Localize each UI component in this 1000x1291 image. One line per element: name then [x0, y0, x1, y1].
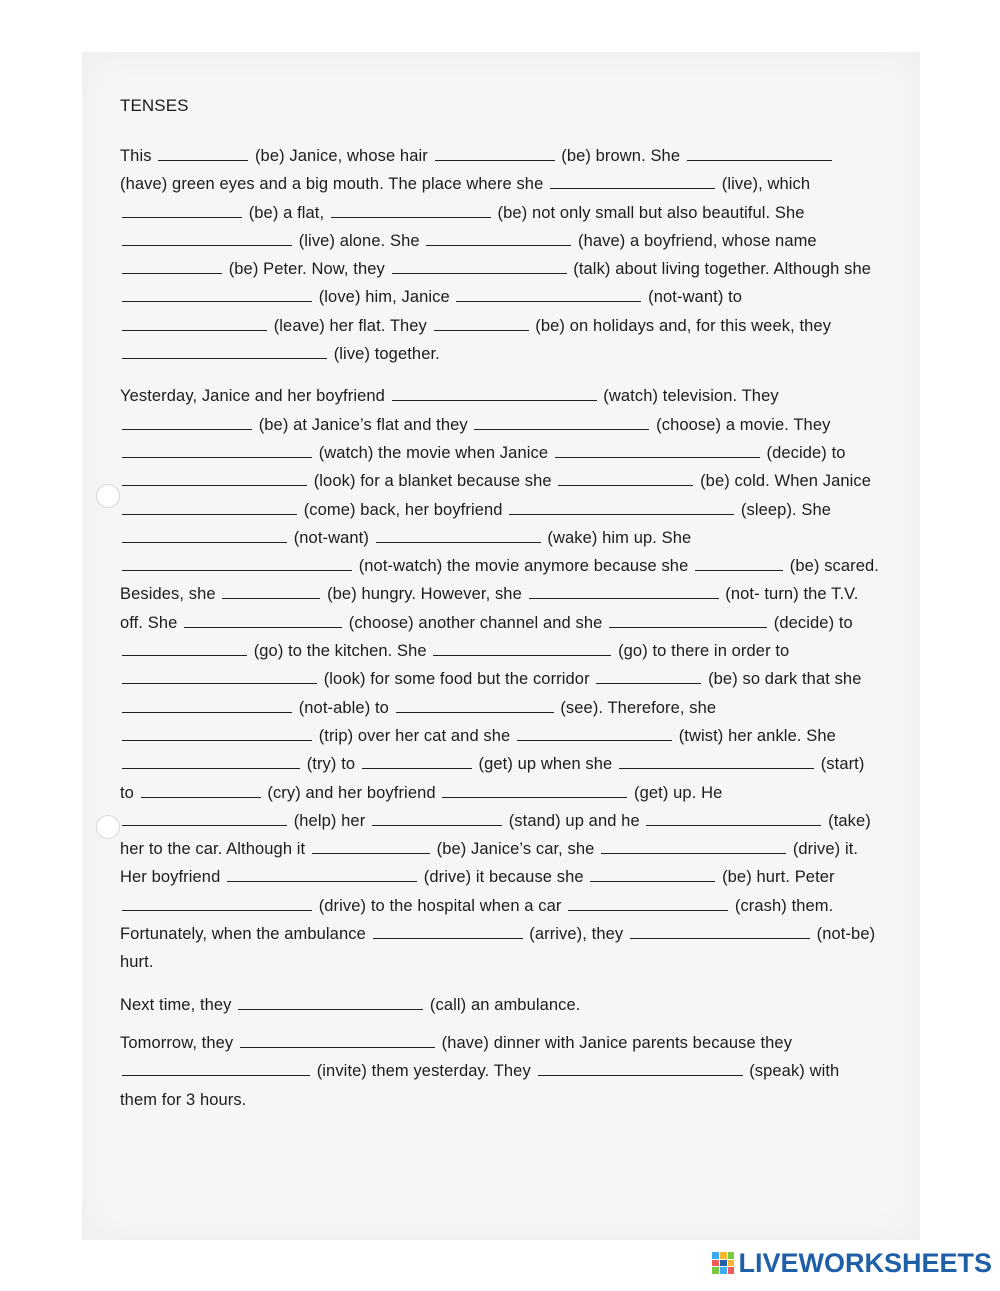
answer-blank[interactable]: [122, 230, 292, 246]
answer-blank[interactable]: [426, 230, 571, 246]
worksheet-text: [120, 96, 880, 1128]
answer-blank[interactable]: [122, 895, 312, 911]
worksheet-text-segment: (live), which: [721, 175, 811, 194]
answer-blank[interactable]: [517, 725, 672, 741]
worksheet-text-segment: (be) so dark that she: [708, 670, 862, 689]
answer-blank[interactable]: [687, 145, 832, 161]
answer-blank[interactable]: [695, 555, 783, 571]
answer-blank[interactable]: [590, 866, 715, 882]
worksheet-text-segment: (drive) it. Her boyfriend: [120, 840, 859, 887]
worksheet-text-segment: (be) a flat,: [248, 203, 325, 222]
punch-hole-top: [96, 484, 120, 508]
answer-blank[interactable]: [122, 202, 242, 218]
worksheet-text-segment: (be) Janice’s car, she: [436, 840, 595, 859]
answer-blank[interactable]: [392, 258, 567, 274]
worksheet-text-segment: Next time, they: [120, 995, 232, 1014]
worksheet-text-segment: (crash) them.: [734, 896, 834, 915]
worksheet-text-segment: Yesterday, Janice and her boyfriend: [120, 387, 385, 406]
worksheet-text-segment: (arrive), they: [529, 925, 624, 944]
answer-blank[interactable]: [122, 414, 252, 430]
worksheet-text-segment: (sleep). She: [740, 500, 832, 519]
worksheet-text-segment: (call) an ambulance.: [429, 995, 581, 1014]
answer-blank[interactable]: [141, 782, 261, 798]
worksheet-text-segment: (twist) her ankle. She: [678, 726, 836, 745]
worksheet-text-segment: (try) to: [306, 755, 356, 774]
paragraph-2: [120, 382, 880, 976]
answer-blank[interactable]: [619, 753, 814, 769]
answer-blank[interactable]: [538, 1060, 743, 1076]
worksheet-text-segment: (live) together.: [333, 345, 440, 364]
worksheet-text-segment: (get) up. He: [634, 783, 723, 802]
worksheet-text-segment: (get) up when she: [478, 755, 613, 774]
worksheet-text-segment: to: [831, 443, 846, 462]
worksheet-text-segment: she: [483, 726, 511, 745]
answer-blank[interactable]: [509, 499, 734, 515]
logo-tile: [712, 1260, 719, 1267]
answer-blank[interactable]: [122, 697, 292, 713]
worksheet-text-segment: (drive) it because she: [423, 868, 584, 887]
worksheet-text-segment: (be) not only small but also beautiful. She: [497, 203, 805, 222]
worksheet-text-segment: (not-want): [648, 288, 724, 307]
answer-blank[interactable]: [122, 810, 287, 826]
worksheet-text-segment: but the corridor: [477, 670, 590, 689]
answer-blank[interactable]: [222, 583, 320, 599]
answer-blank[interactable]: [568, 895, 728, 911]
answer-blank[interactable]: [122, 315, 267, 331]
worksheet-text-segment: (be) cold.: [700, 472, 770, 491]
worksheet-text-segment: Although she: [773, 260, 871, 279]
answer-blank[interactable]: [434, 315, 529, 331]
worksheet-text-segment: (go) to there in order to: [618, 642, 790, 661]
answer-blank[interactable]: [396, 697, 554, 713]
liveworksheets-logo-icon: [712, 1252, 734, 1274]
worksheet-text-segment: (drive) to the hospital when a car: [318, 896, 562, 915]
paragraph-3: [120, 991, 880, 1019]
answer-blank[interactable]: [435, 145, 555, 161]
worksheet-text-segment: (have) green eyes and a big mouth. The place where she: [120, 175, 544, 194]
answer-blank[interactable]: [433, 640, 611, 656]
worksheet-text-segment: (not-want): [293, 528, 369, 547]
worksheet-text-segment: (look) for a blanket because she: [313, 472, 552, 491]
answer-blank[interactable]: [122, 527, 287, 543]
worksheet-text-segment: (stand) up and he: [508, 811, 640, 830]
punch-hole-bottom: [96, 815, 120, 839]
answer-blank[interactable]: [122, 343, 327, 359]
answer-blank[interactable]: [609, 612, 767, 628]
answer-blank[interactable]: [550, 173, 715, 189]
answer-blank[interactable]: [372, 810, 502, 826]
worksheet-text-segment: (go) to the kitchen. She: [253, 642, 427, 661]
worksheet-text-segment: (talk) about living together.: [573, 260, 770, 279]
worksheet-text-segment: (invite) them yesterday. They: [316, 1062, 531, 1081]
answer-blank[interactable]: [122, 258, 222, 274]
worksheet-text-segment: (have) dinner with Janice parents because they: [441, 1033, 793, 1052]
logo-tile: [728, 1267, 735, 1274]
answer-blank[interactable]: [122, 555, 352, 571]
answer-blank[interactable]: [312, 838, 430, 854]
answer-blank[interactable]: [362, 753, 472, 769]
worksheet-text-segment: (start) to: [120, 755, 865, 802]
answer-blank[interactable]: [158, 145, 248, 161]
answer-blank[interactable]: [558, 470, 693, 486]
worksheet-title: TENSES: [120, 96, 189, 115]
worksheet-text-segment: (be) hurt. Peter: [722, 868, 835, 887]
worksheet-text-segment: (be): [789, 557, 820, 576]
worksheet-text-segment: (watch) the movie when Janice: [318, 443, 549, 462]
worksheet-text-segment: to: [728, 288, 743, 307]
worksheet-text-segment: (be) at Janice’s flat and they: [258, 415, 468, 434]
worksheet-text-segment: scared. Besides, she: [120, 557, 879, 604]
worksheet-text-segment: (decide) to: [773, 613, 853, 632]
logo-tile: [712, 1252, 719, 1259]
worksheet-text-segment: This: [120, 147, 152, 165]
answer-blank[interactable]: [630, 923, 810, 939]
worksheet-text-segment: (take) her to the car. Although it: [120, 811, 871, 859]
worksheet-text-segment: (be) hungry. However, she: [327, 585, 522, 604]
logo-tile: [720, 1260, 727, 1267]
answer-blank[interactable]: [122, 753, 300, 769]
worksheet-text-segment: (come) back, her boyfriend: [303, 500, 503, 519]
answer-blank[interactable]: [601, 838, 786, 854]
worksheet-text-segment: (leave) her flat. They: [273, 316, 427, 335]
worksheet-text-segment: with them for 3 hours.: [120, 1062, 840, 1109]
paragraph-1: [120, 142, 880, 368]
answer-blank[interactable]: [122, 470, 307, 486]
worksheet-text-segment: (see). Therefore, she: [560, 698, 717, 717]
logo-tile: [720, 1252, 727, 1259]
worksheet-text-segment: (choose) another channel and she: [348, 613, 603, 632]
answer-blank[interactable]: [376, 527, 541, 543]
answer-blank[interactable]: [122, 668, 317, 684]
worksheet-text-segment: (decide): [766, 443, 827, 462]
worksheet-text-segment: (not-able) to: [298, 698, 389, 717]
worksheet-text-segment: (choose) a movie. They: [656, 415, 831, 434]
worksheet-text-segment: When Janice: [774, 472, 872, 491]
logo-tile: [712, 1267, 719, 1274]
worksheet-text-segment: (look) for some food: [323, 670, 473, 689]
answer-blank[interactable]: [529, 583, 719, 599]
worksheet-text-segment: (be) Janice, whose hair: [254, 147, 428, 165]
worksheet-text-segment: (not-: [725, 585, 760, 604]
worksheet-text-segment: Fortunately, when the ambulance: [120, 925, 366, 944]
answer-blank[interactable]: [238, 994, 423, 1010]
answer-blank[interactable]: [122, 1060, 310, 1076]
answer-blank[interactable]: [227, 866, 417, 882]
answer-blank[interactable]: [596, 668, 701, 684]
answer-blank[interactable]: [373, 923, 523, 939]
worksheet-text-segment: turn) the T.V. off. She: [120, 585, 859, 632]
answer-blank[interactable]: [240, 1032, 435, 1048]
answer-blank[interactable]: [646, 810, 821, 826]
answer-blank[interactable]: [184, 612, 342, 628]
worksheet-text-segment: (live) alone. She: [298, 231, 420, 250]
logo-tile: [728, 1252, 735, 1259]
answer-blank[interactable]: [122, 725, 312, 741]
worksheet-text-segment: (have) a boyfriend, whose name: [578, 231, 817, 250]
worksheet-text-segment: (speak): [749, 1062, 805, 1081]
worksheet-text-segment: (not-watch) the movie anymore because she: [358, 557, 689, 576]
brand-name: LIVEWORKSHEETS: [738, 1247, 992, 1278]
worksheet-text-segment: (be) on holidays and, for this week,: [535, 316, 795, 335]
answer-blank[interactable]: [122, 442, 312, 458]
worksheet-text-segment: Tomorrow, they: [120, 1033, 234, 1052]
answer-blank[interactable]: [122, 286, 312, 302]
answer-blank[interactable]: [331, 202, 491, 218]
worksheet-text-segment: they: [799, 316, 832, 335]
worksheet-text-segment: (watch) television. They: [603, 387, 779, 406]
liveworksheets-brand: [712, 1249, 992, 1277]
worksheet-text-segment: (not-be) hurt.: [120, 925, 876, 972]
logo-tile: [720, 1267, 727, 1274]
worksheet-text-segment: (trip) over her cat and: [318, 726, 479, 745]
answer-blank[interactable]: [392, 385, 597, 401]
worksheet-text-segment: (cry) and her: [267, 783, 363, 802]
paragraph-4: [120, 1029, 880, 1114]
worksheet-text-segment: boyfriend: [366, 783, 436, 802]
answer-blank[interactable]: [456, 286, 641, 302]
worksheet-text-segment: (be) brown. She: [561, 147, 681, 165]
answer-blank[interactable]: [122, 499, 297, 515]
answer-blank[interactable]: [555, 442, 760, 458]
worksheet-text-segment: (love) him, Janice: [318, 288, 450, 307]
answer-blank[interactable]: [122, 640, 247, 656]
worksheet-text-segment: (wake) him up. She: [547, 528, 692, 547]
worksheet-text-segment: (help) her: [293, 811, 366, 830]
answer-blank[interactable]: [442, 782, 627, 798]
answer-blank[interactable]: [474, 414, 649, 430]
logo-tile: [728, 1260, 735, 1267]
worksheet-text-segment: (be) Peter. Now, they: [228, 260, 385, 279]
